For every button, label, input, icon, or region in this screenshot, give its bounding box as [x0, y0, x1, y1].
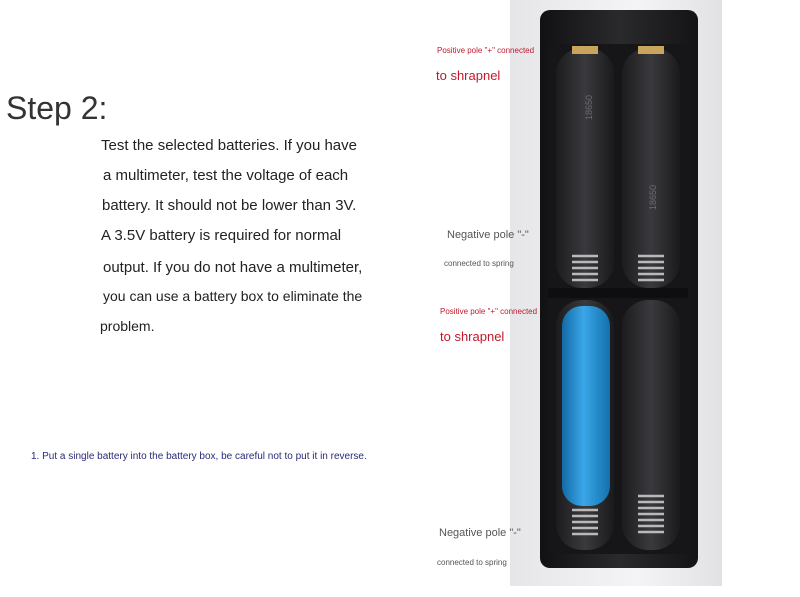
top-right-contact [638, 46, 664, 54]
top-negative-label-small: connected to spring [444, 259, 514, 268]
top-positive-label: to shrapnel [436, 68, 501, 83]
description-line-5: output. If you do not have a multimeter, [103, 259, 363, 276]
instruction-note: 1. Put a single battery into the battery box, be careful not to put it in reverse. [31, 451, 367, 462]
bottom-positive-label: to shrapnel [440, 329, 505, 344]
bottom-negative-label: Negative pole "-" [439, 527, 521, 539]
description-line-1: Test the selected batteries. If you have [101, 137, 357, 154]
top-positive-label-small: Positive pole "+" connected [437, 46, 535, 55]
slot-top-right [622, 48, 680, 288]
description-line-2: a multimeter, test the voltage of each [103, 167, 349, 184]
slot-bottom-right [622, 300, 680, 550]
blue-18650-battery [562, 306, 610, 506]
top-negative-label: Negative pole "-" [447, 229, 529, 241]
description-line-7: problem. [100, 318, 155, 334]
top-left-cell-code: 18650 [584, 94, 594, 120]
step-title: Step 2: [6, 90, 108, 126]
top-right-cell-code: 18650 [648, 184, 658, 210]
slot-top-left [556, 48, 614, 288]
bottom-positive-label-small: Positive pole "+" connected [440, 307, 538, 316]
battery-box-illustration [510, 0, 722, 586]
top-left-contact [572, 46, 598, 54]
description-line-3: battery. It should not be lower than 3V. [102, 197, 357, 214]
bottom-negative-label-small: connected to spring [437, 558, 507, 567]
description-line-4: A 3.5V battery is required for normal [101, 227, 342, 244]
battery-box-photo [510, 0, 722, 586]
description-line-6: you can use a battery box to eliminate the [103, 288, 363, 304]
